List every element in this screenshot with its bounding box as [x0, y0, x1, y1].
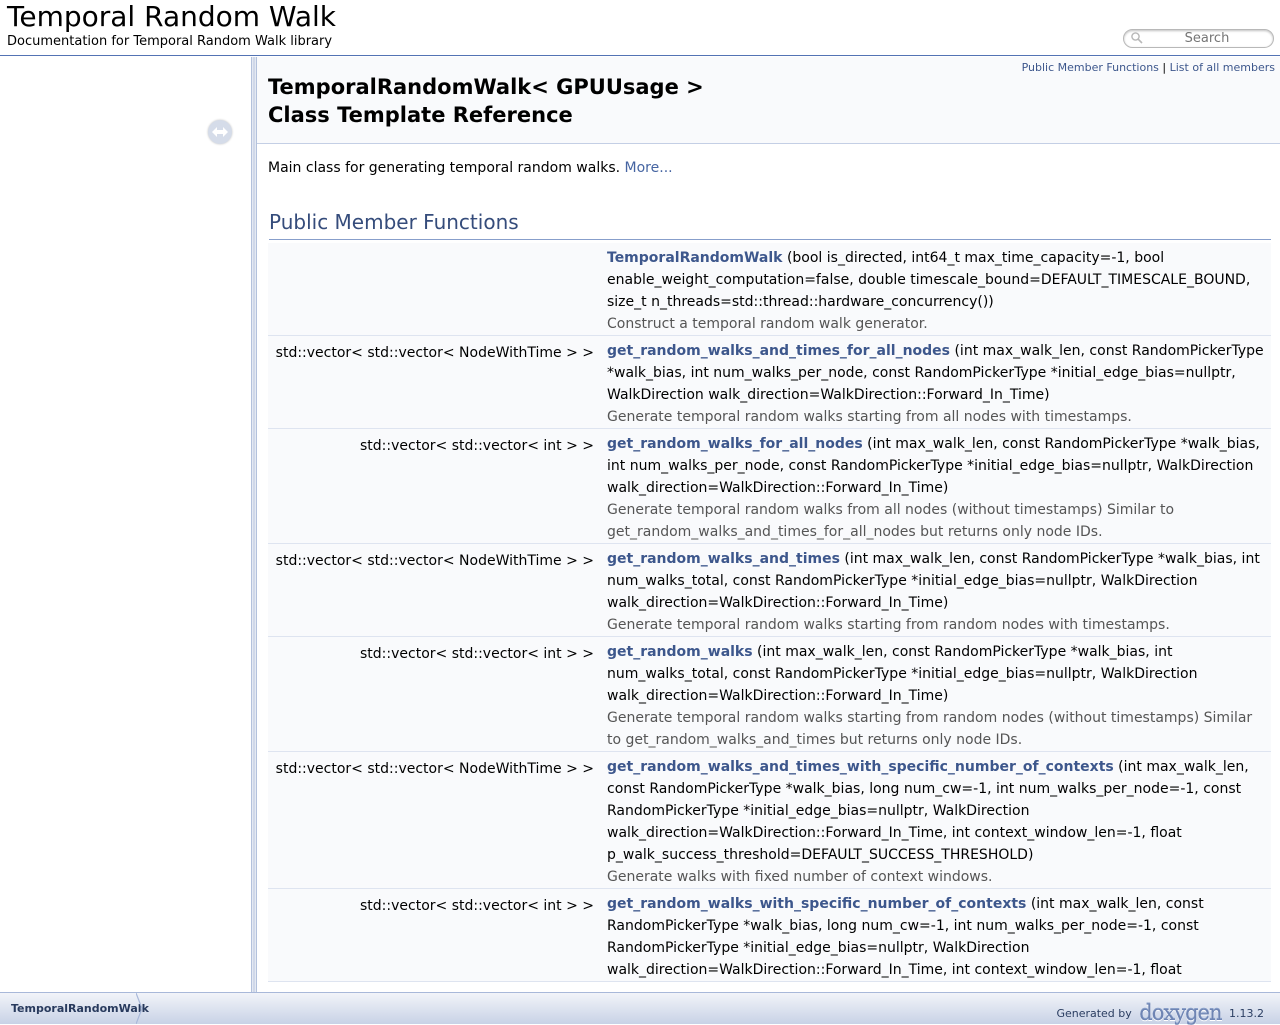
member-function-link[interactable]: get_random_walks_with_specific_number_of_contexts — [607, 896, 1027, 912]
member-description: Generate temporal random walks from all nodes (without timestamps) Similar to get_random_walks_and_times_for_all_nodes but returns only node IDs. — [607, 502, 1175, 540]
class-brief-text: Main class for generating temporal random walks. — [268, 160, 621, 176]
member-signature — [607, 336, 1271, 428]
doc-content — [257, 57, 1280, 992]
class-brief — [268, 160, 673, 176]
search-box[interactable] — [1123, 29, 1274, 48]
summary-links — [1022, 61, 1275, 74]
doxygen-logo[interactable]: doxygen — [1139, 1001, 1222, 1025]
member-signature — [607, 889, 1271, 981]
member-params: (bool is_directed, int64_t max_time_capacity=-1, bool enable_weight_computation=false, double timescale_bound=DEFAULT_TIMESCALE_BOUND, size_t n_threads=std::thread::hardware_concurrency()) — [607, 250, 1251, 310]
page-title — [268, 73, 704, 129]
member-return-type: std::vector< std::vector< int > > — [360, 898, 594, 914]
member-function-link[interactable]: get_random_walks_and_times_with_specific_number_of_contexts — [607, 759, 1114, 775]
member-function-link[interactable]: get_random_walks_and_times — [607, 551, 840, 567]
member-params: (int max_walk_len, const RandomPickerType *walk_bias, int num_walks_per_node, const RandomPickerType *initial_edge_bias=nullptr, WalkDirection walk_direction=WalkDirection::Forward_In_Time) — [607, 436, 1260, 496]
member-params: (int max_walk_len, const RandomPickerType *walk_bias, long num_cw=-1, int num_walks_per_node=-1, const RandomPickerType *initial_edge_bias=nullptr, WalkDirection walk_direction=WalkDirection::Forward_In_Time, int context_window_len=-1, float p_walk_success_threshold=DEFAULT_SUCCESS_THRESHOLD) — [607, 759, 1249, 863]
list-all-members-link[interactable]: List of all members — [1169, 61, 1275, 74]
member-return-type: std::vector< std::vector< NodeWithTime > > — [275, 553, 594, 569]
member-function-link[interactable]: TemporalRandomWalk — [607, 250, 783, 266]
member-row — [268, 336, 1271, 429]
member-row — [268, 544, 1271, 637]
member-return-type: std::vector< std::vector< NodeWithTime > > — [275, 345, 594, 361]
member-signature — [607, 637, 1271, 751]
member-row — [268, 637, 1271, 752]
side-nav — [0, 57, 251, 992]
member-description: Generate walks with fixed number of context windows. — [607, 869, 993, 885]
member-function-link[interactable]: get_random_walks — [607, 644, 753, 660]
member-params: (int max_walk_len, const RandomPickerType *walk_bias, int num_walks_total, const RandomPickerType *initial_edge_bias=nullptr, WalkDirection walk_direction=WalkDirection::Forward_In_Time) — [607, 644, 1198, 704]
member-signature — [607, 544, 1271, 636]
member-row — [268, 752, 1271, 889]
breadcrumb-separator-icon — [136, 993, 146, 1024]
member-signature — [607, 243, 1271, 335]
project-brief: Documentation for Temporal Random Walk library — [7, 34, 333, 49]
summary-separator: | — [1162, 61, 1167, 74]
member-table — [268, 243, 1271, 982]
sync-arrows-icon — [208, 120, 232, 144]
public-member-functions-link[interactable]: Public Member Functions — [1021, 61, 1159, 74]
page-header — [0, 0, 1280, 56]
page-title-line2: Class Template Reference — [268, 103, 573, 127]
breadcrumb-item[interactable]: TemporalRandomWalk — [11, 1002, 149, 1015]
member-signature — [607, 752, 1271, 888]
member-description: Construct a temporal random walk generator. — [607, 316, 928, 332]
section-header-public-member-functions: Public Member Functions — [269, 210, 1271, 240]
member-description: Generate temporal random walks starting from random nodes (without timestamps) Similar to get_random_walks_and_times but returns only node IDs. — [607, 710, 1253, 748]
member-row — [268, 889, 1271, 982]
member-params: (int max_walk_len, const RandomPickerType *walk_bias, int num_walks_per_node, const RandomPickerType *initial_edge_bias=nullptr, WalkDirection walk_direction=WalkDirection::Forward_In_Time) — [607, 343, 1264, 403]
member-params: (int max_walk_len, const RandomPickerType *walk_bias, long num_cw=-1, int num_walks_per_node=-1, const RandomPickerType *initial_edge_bias=nullptr, WalkDirection walk_direction=WalkDirection::Forward_In_Time, int context_window_len=-1, float — [607, 896, 1204, 978]
page-title-line1: TemporalRandomWalk< GPUUsage > — [268, 75, 704, 99]
sync-toggle-button[interactable] — [208, 120, 232, 144]
doxygen-version: 1.13.2 — [1229, 1007, 1264, 1020]
member-function-link[interactable]: get_random_walks_for_all_nodes — [607, 436, 863, 452]
search-input[interactable] — [1148, 31, 1266, 46]
member-return-type: std::vector< std::vector< NodeWithTime > > — [275, 761, 594, 777]
footer-nav-path — [0, 992, 1280, 1024]
member-description: Generate temporal random walks starting from random nodes with timestamps. — [607, 617, 1170, 633]
member-signature — [607, 429, 1271, 543]
member-row — [268, 243, 1271, 336]
member-params: (int max_walk_len, const RandomPickerType *walk_bias, int num_walks_total, const RandomPickerType *initial_edge_bias=nullptr, WalkDirection walk_direction=WalkDirection::Forward_In_Time) — [607, 551, 1260, 611]
generated-by — [1056, 1001, 1264, 1025]
project-name: Temporal Random Walk — [7, 0, 336, 33]
member-row — [268, 429, 1271, 544]
member-return-type: std::vector< std::vector< int > > — [360, 438, 594, 454]
header-area — [257, 57, 1280, 144]
member-description: Generate temporal random walks starting from all nodes with timestamps. — [607, 409, 1132, 425]
member-function-link[interactable]: get_random_walks_and_times_for_all_nodes — [607, 343, 951, 359]
more-link[interactable]: More... — [624, 160, 673, 176]
member-return-type: std::vector< std::vector< int > > — [360, 646, 594, 662]
generated-by-label: Generated by — [1056, 1007, 1132, 1020]
search-icon[interactable] — [1130, 31, 1144, 45]
